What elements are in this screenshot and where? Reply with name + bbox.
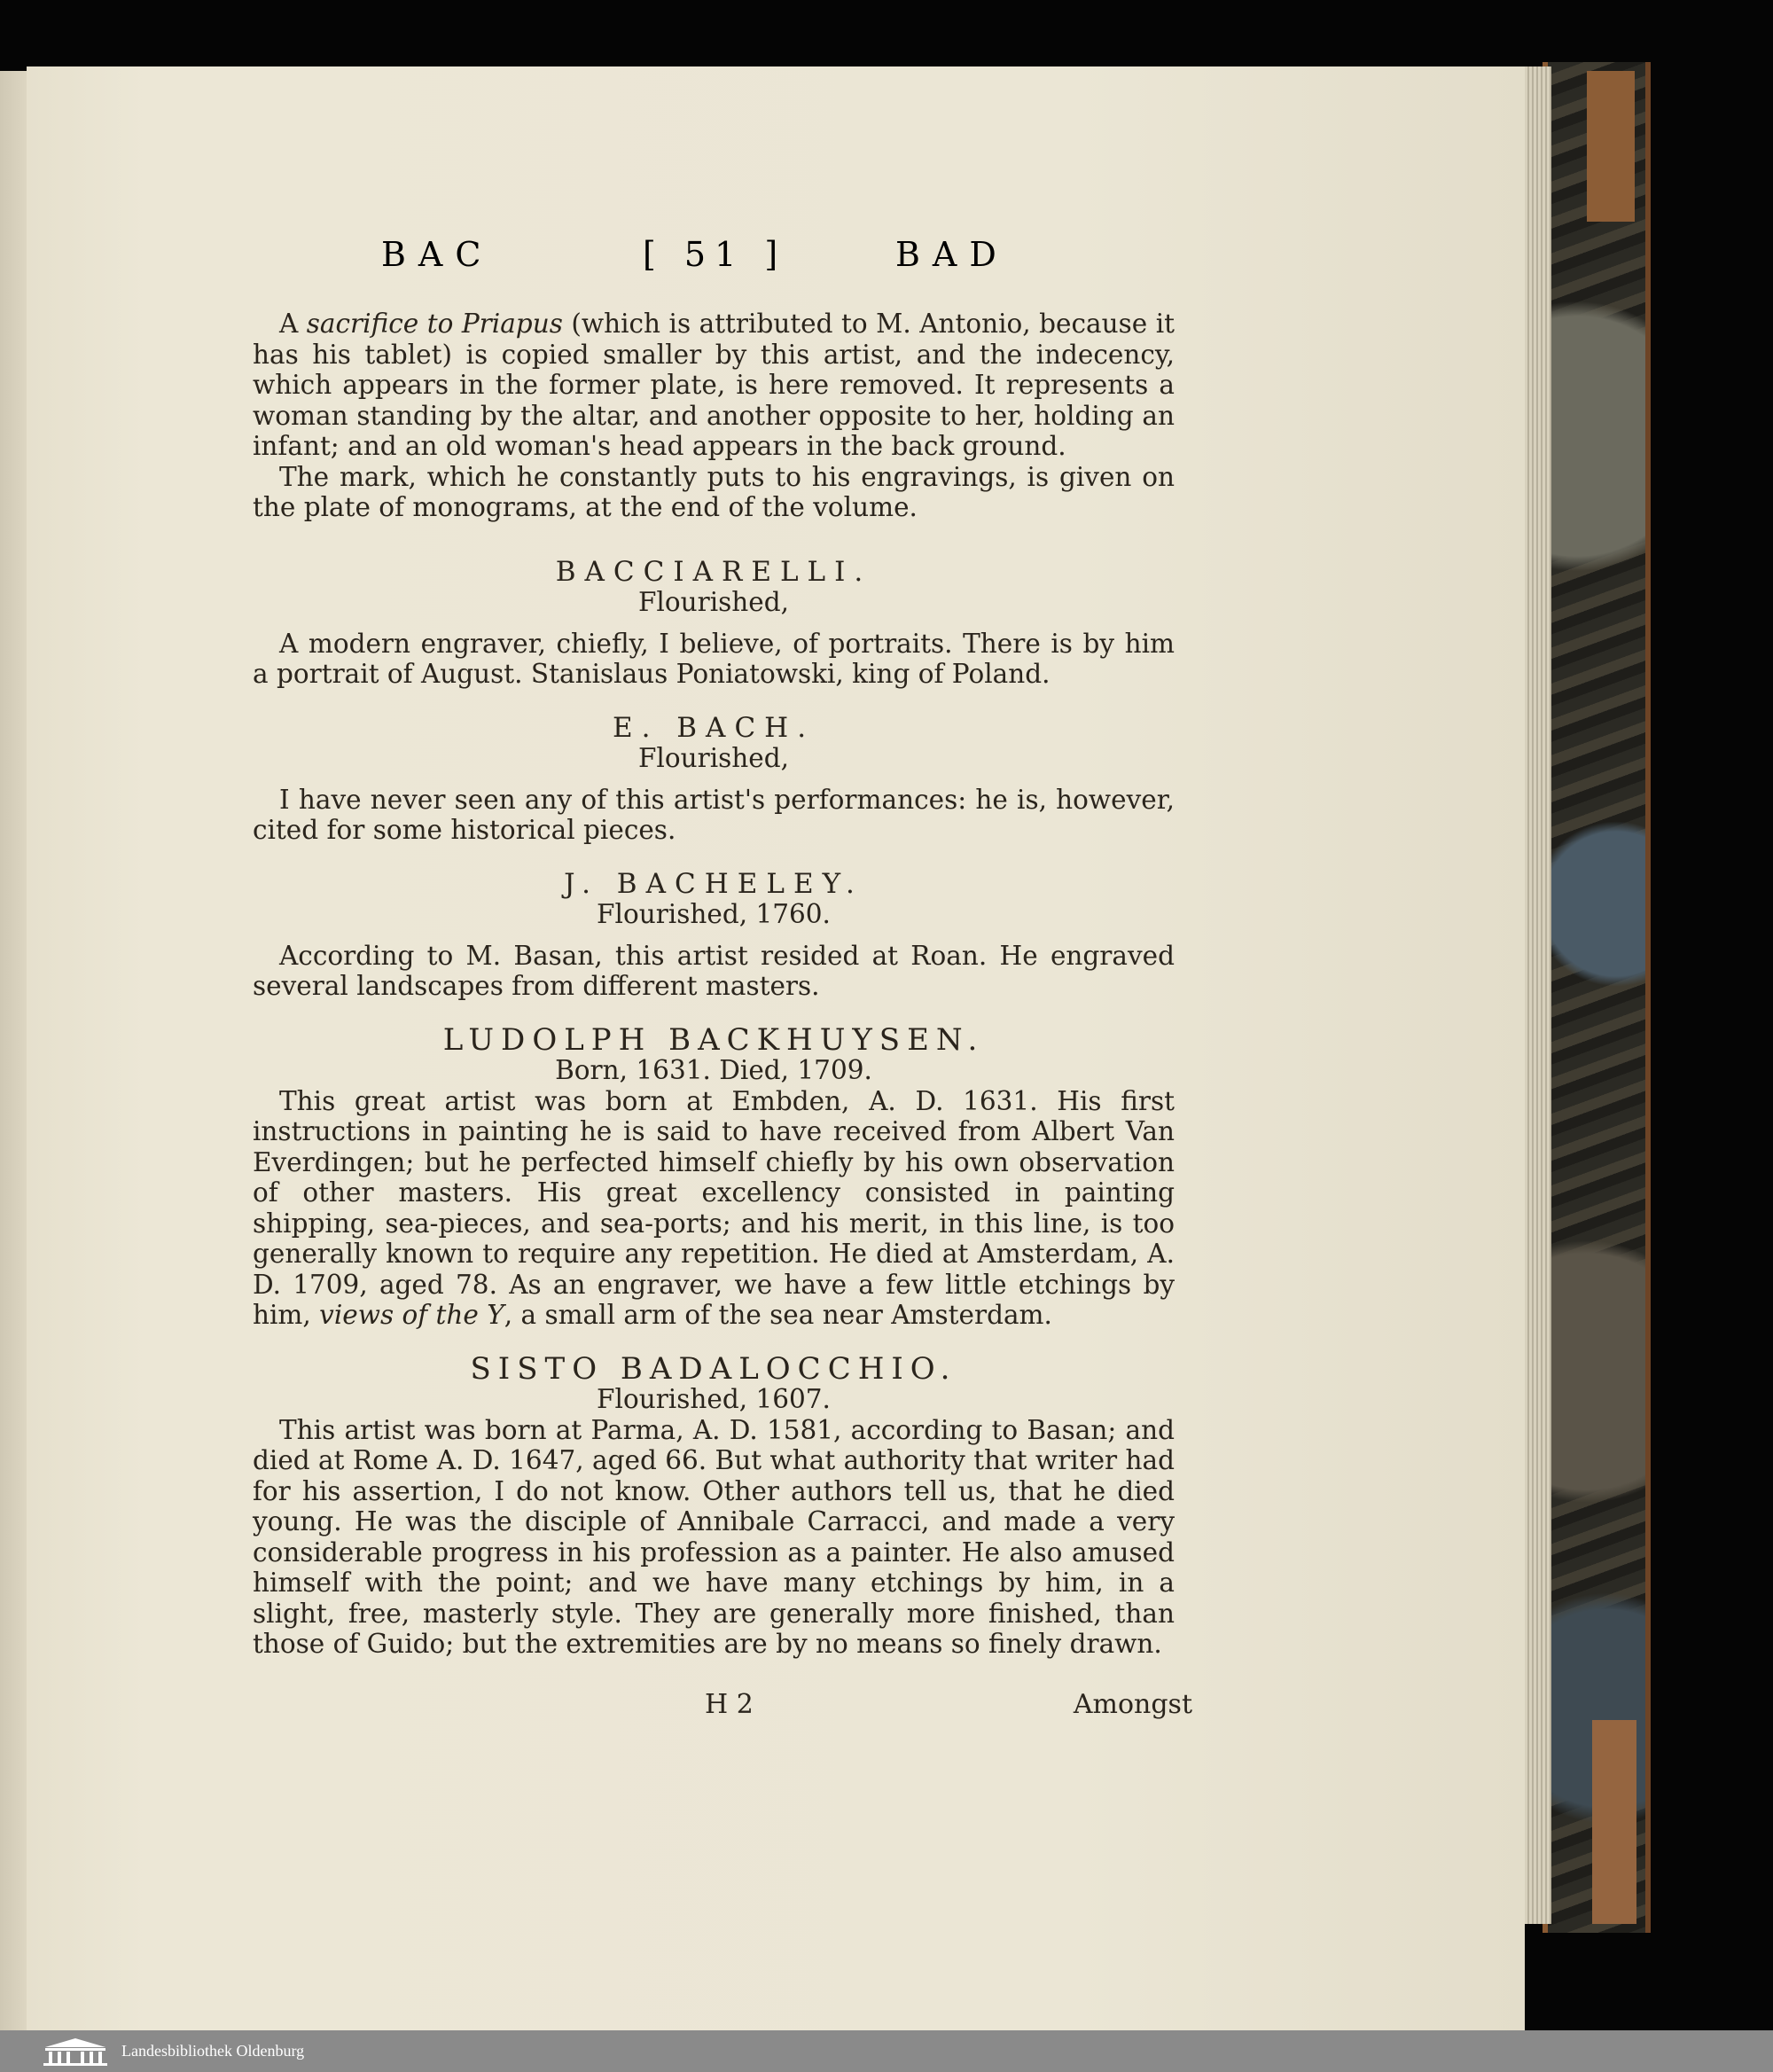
running-head-right: BAD <box>895 235 1009 274</box>
entry-subheading: Born, 1631. Died, 1709. <box>555 1055 872 1085</box>
library-building-icon <box>40 2037 111 2067</box>
entry-subheading: Flourished, <box>637 587 790 617</box>
entry-text <box>253 1086 1175 1331</box>
running-head <box>355 235 1064 288</box>
facing-page-edge <box>0 71 27 2030</box>
entry-text: According to M. Basan, this artist resided at Roan. He engraved several landscapes from different masters. <box>253 940 1175 1001</box>
signature-mark: H 2 <box>705 1689 754 1720</box>
intro-text: A <box>279 309 307 339</box>
intro-paragraph-2: The mark, which he constantly puts to his engravings, is given on the plate of monograms, at the end of the volume. <box>253 461 1175 522</box>
entry-text-part: , a small arm of the sea near Amsterdam. <box>504 1300 1052 1330</box>
entry-heading: BACCIARELLI. <box>555 555 872 588</box>
intro-paragraph-1 <box>253 309 1175 462</box>
library-footer-bar <box>0 2030 1773 2072</box>
entry-heading: LUDOLPH BACKHUYSEN. <box>442 1021 985 1058</box>
entry-subheading: Flourished, <box>637 743 790 773</box>
library-name: Landesbibliothek Oldenburg <box>121 2042 305 2060</box>
entry-heading: J. BACHELEY. <box>564 867 863 900</box>
intro-italic-title: sacrifice to Priapus <box>306 309 563 339</box>
entry-heading: E. BACH. <box>612 711 816 744</box>
entry-subheading: Flourished, 1760. <box>597 899 831 929</box>
book-cover-marbled <box>1543 62 1651 1933</box>
entry-italic-title: views of the Y <box>319 1300 504 1330</box>
entry-text-part: This great artist was born at Embden, A. D. 1631. His first instructions in painting he is said to have received from Albert Van Everdingen; but he perfected himself chiefly by his own observation of other masters. His great excellency consisted in painting shipping, sea-pieces, and sea-ports; and his merit, in this line, is too generally known to require any repetition. He died at Amsterdam, A. D. 1709, aged 78. As an engraver, we have a few little etchings by him, <box>253 1085 1175 1330</box>
running-head-left: BAC <box>381 235 494 274</box>
book-cover-leather-corner <box>1592 1720 1636 1924</box>
entry-text: A modern engraver, chiefly, I believe, of portraits. There is by him a portrait of August. Stanislaus Poniatowski, king of Poland. <box>253 628 1175 689</box>
entry-subheading: Flourished, 1607. <box>597 1384 831 1414</box>
page-number: [ 51 ] <box>643 235 787 274</box>
intro-text: (which is attributed to M. Antonio, because it has his tablet) is copied smaller by this artist, and the indecency, which appears in the former plate, is here removed. It represents a woman standing by the altar, and another opposite to her, holding an infant; and an old woman's head appears in the back ground. <box>253 309 1175 461</box>
page-body <box>253 309 1175 1660</box>
page-footer <box>253 1689 1192 1724</box>
catchword: Amongst <box>1073 1689 1192 1720</box>
entry-text: This artist was born at Parma, A. D. 1581, according to Basan; and died at Rome A. D. 1647, aged 66. But what authority that writer had for his assertion, I do not know. Other authors tell us, that he died young. He was the disciple of Annibale Carracci, and made a very considerable progress in his profession as a painter. He also amused himself with the point; and we have many etchings by him, in a slight, free, masterly style. They are generally more finished, than those of Guido; but the extremities are by no means so finely drawn. <box>253 1414 1175 1659</box>
entry-heading: SISTO BADALOCCHIO. <box>470 1350 957 1387</box>
book-cover-leather-corner <box>1587 71 1635 222</box>
entry-text: I have never seen any of this artist's performances: he is, however, cited for some historical pieces. <box>253 784 1175 845</box>
